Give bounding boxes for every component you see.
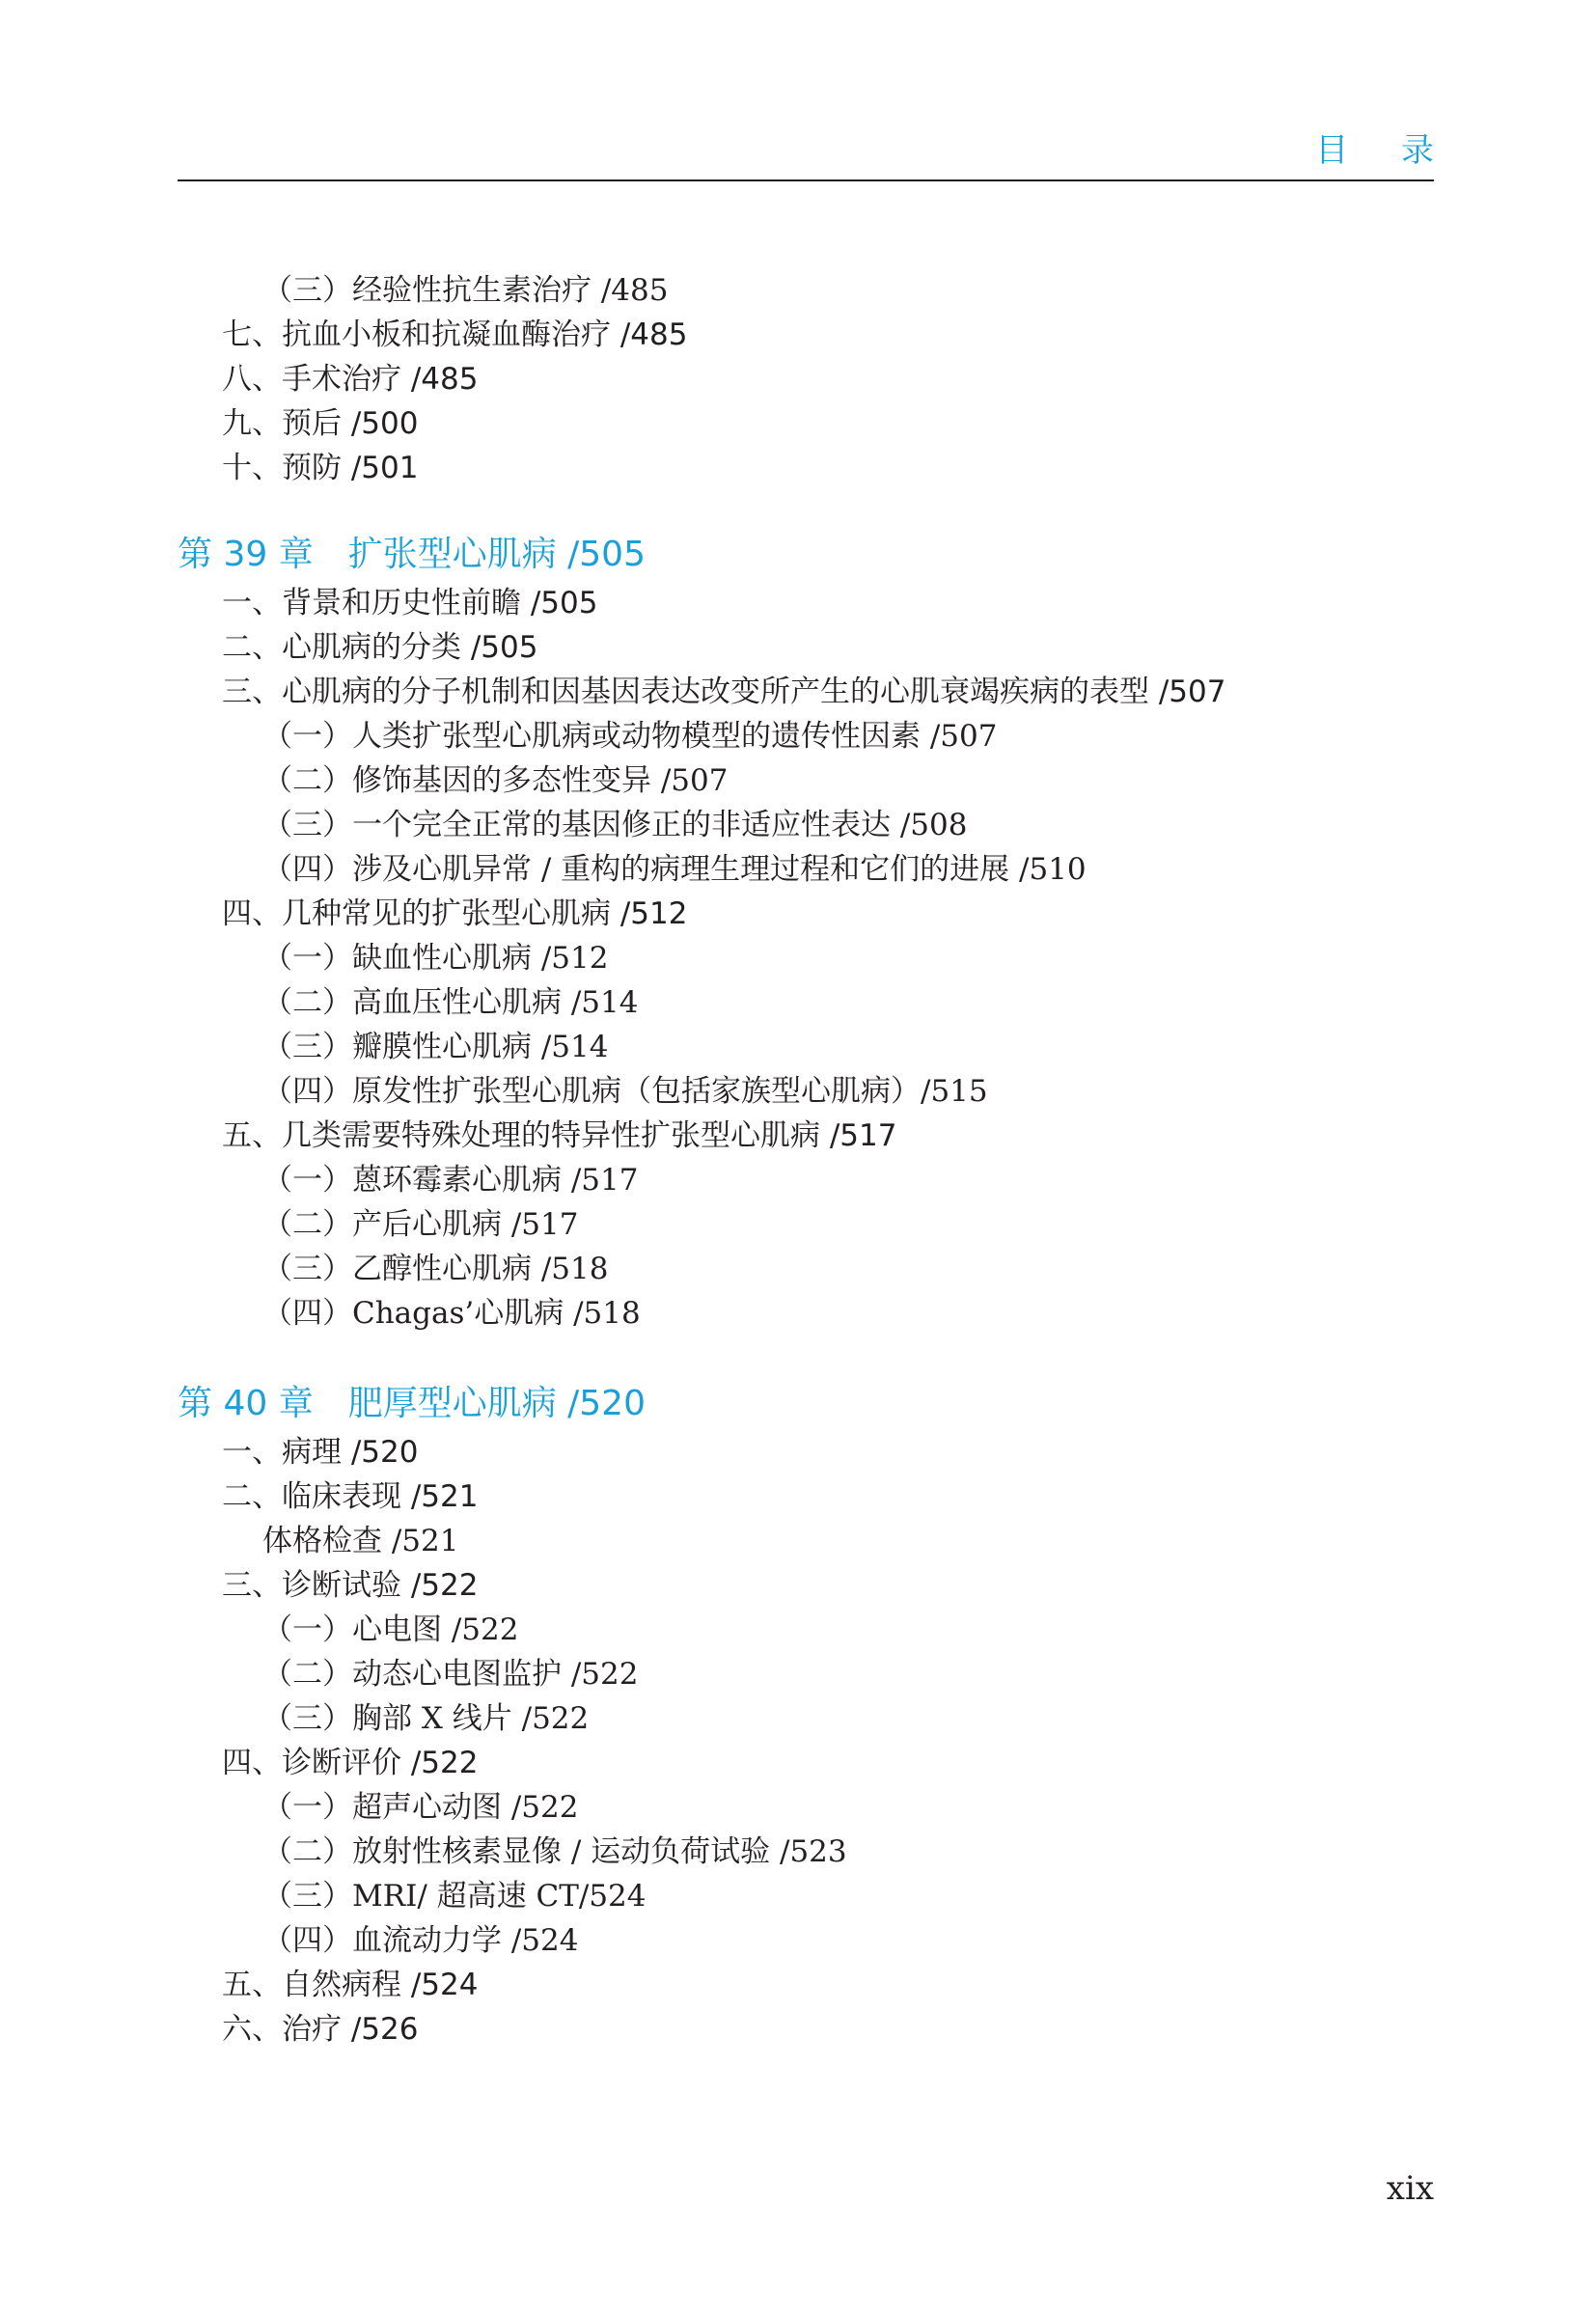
toc-entry: （一）缺血性心肌病 /512 <box>262 941 609 976</box>
toc-entry: 七、抗血小板和抗凝血酶治疗 /485 <box>222 317 688 352</box>
page-number: xix <box>1386 2169 1434 2208</box>
chapter-heading: 第 40 章 肥厚型心肌病 /520 <box>178 1384 646 1423</box>
toc-entry: （二）高血压性心肌病 /514 <box>262 985 639 1020</box>
toc-entry: （一）心电图 /522 <box>262 1612 519 1647</box>
table-of-contents <box>0 268 1596 2052</box>
toc-entry: （三）经验性抗生素治疗 /485 <box>262 273 669 308</box>
toc-entry: （三）瓣膜性心肌病 /514 <box>262 1030 609 1064</box>
toc-entry: 二、临床表现 /521 <box>222 1479 479 1514</box>
toc-entry: 五、几类需要特殊处理的特异性扩张型心肌病 /517 <box>222 1118 897 1153</box>
toc-entry: 体格检查 /521 <box>262 1524 459 1558</box>
toc-entry: 一、背景和历史性前瞻 /505 <box>222 586 598 620</box>
toc-entry: （一）蒽环霉素心肌病 /517 <box>262 1163 639 1198</box>
chapter-heading: 第 39 章 扩张型心肌病 /505 <box>178 535 646 574</box>
toc-entry: 四、几种常见的扩张型心肌病 /512 <box>222 896 688 931</box>
toc-entry: （二）动态心电图监护 /522 <box>262 1657 639 1692</box>
toc-entry: （一）人类扩张型心肌病或动物模型的遗传性因素 /507 <box>262 719 998 754</box>
toc-entry: （三）乙醇性心肌病 /518 <box>262 1252 609 1286</box>
chapter-40 <box>0 1378 1596 2052</box>
toc-entry: （三）胸部 X 线片 /522 <box>262 1701 590 1736</box>
toc-entry: 四、诊断评价 /522 <box>222 1746 479 1780</box>
toc-entry: （四）涉及心肌异常 / 重构的病理生理过程和它们的进展 /510 <box>262 852 1087 887</box>
toc-top-group <box>0 268 1596 490</box>
toc-entry: （二）放射性核素显像 / 运动负荷试验 /523 <box>262 1834 847 1869</box>
toc-entry: 二、心肌病的分类 /505 <box>222 630 538 665</box>
toc-entry: （四）血流动力学 /524 <box>262 1923 579 1958</box>
toc-entry: 九、预后 /500 <box>222 406 419 441</box>
toc-entry: （三）一个完全正常的基因修正的非适应性表达 /508 <box>262 808 968 842</box>
toc-entry: 三、诊断试验 /522 <box>222 1568 479 1603</box>
toc-entry: （二）产后心肌病 /517 <box>262 1207 579 1242</box>
toc-entry: （四）Chagas’心肌病 /518 <box>262 1296 641 1331</box>
toc-entry: 八、手术治疗 /485 <box>222 362 479 397</box>
chapter-39 <box>0 529 1596 1336</box>
toc-entry: （一）超声心动图 /522 <box>262 1790 579 1825</box>
toc-entry: 十、预防 /501 <box>222 451 419 485</box>
toc-entry: 一、病理 /520 <box>222 1435 419 1470</box>
toc-entry: （四）原发性扩张型心肌病（包括家族型心肌病）/515 <box>262 1074 988 1109</box>
toc-entry: 五、自然病程 /524 <box>222 1968 479 2002</box>
header-rule <box>178 179 1434 181</box>
toc-entry: （二）修饰基因的多态性变异 /507 <box>262 763 729 798</box>
toc-entry: 三、心肌病的分子机制和因基因表达改变所产生的心肌衰竭疾病的表型 /507 <box>222 675 1226 709</box>
toc-entry: 六、治疗 /526 <box>222 2012 419 2047</box>
running-header-title: 目 录 <box>1315 131 1455 170</box>
toc-entry: （三）MRI/ 超高速 CT/524 <box>262 1879 647 1914</box>
